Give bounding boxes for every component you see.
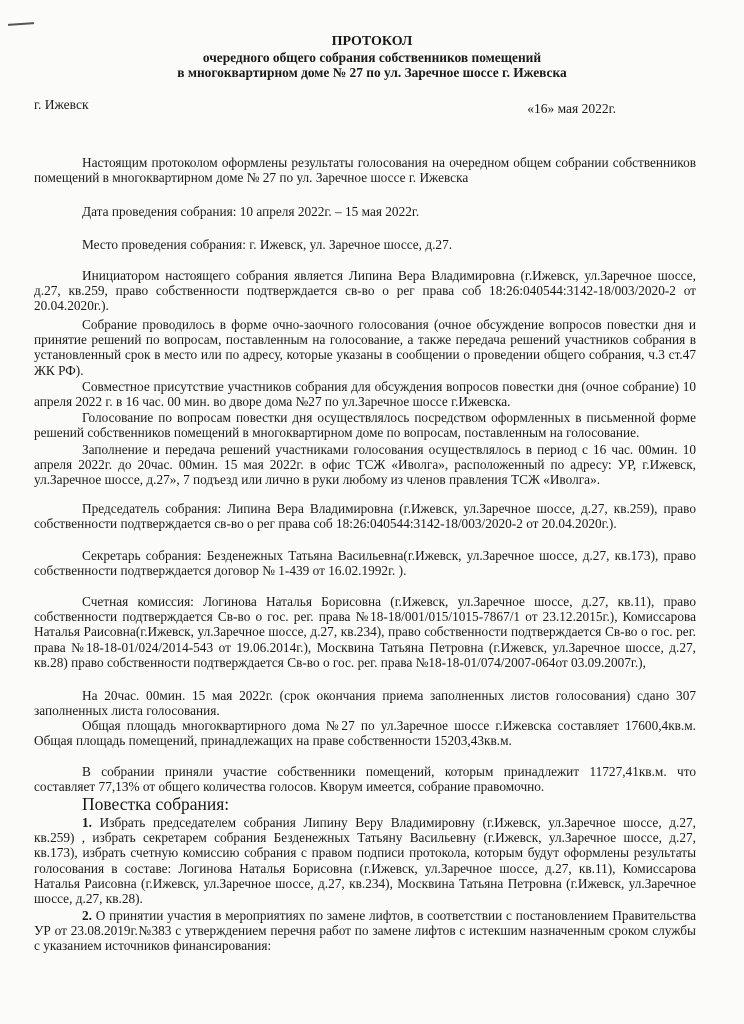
joint-presence-paragraph: Совместное присутствие участников собрания для обсуждения вопросов повестки дня (очное собрание) 10 апреля 2022 г. в 16 час. 00 мин. во дворе дома №27 по ул.Заречное шоссе г.Ижевска. [34, 379, 696, 410]
agenda-item-number: 1. [82, 815, 92, 830]
agenda-item-2 [34, 908, 696, 954]
quorum-paragraph: В собрании приняли участие собственники помещений, которым принадлежит 11727,41кв.м. что составляет 77,13% от общего количества голосов. Кворум имеется, собрание правомочно. [34, 764, 696, 795]
document-subtitle-line-2: в многоквартирном доме № 27 по ул. Заречное шоссе г. Ижевска [177, 65, 567, 80]
agenda-item-text: Избрать председателем собрания Липину Веру Владимировну (г.Ижевск, ул.Заречное шоссе, д.27, кв.259) , избрать секретарем собрания Безденежных Татьяну Васильевну (г.Ижевск, ул.Заречное шоссе, д.27, кв.173), избрать счетную комиссию собрания с правом подписи протокола, которым будут оформлены результаты голосования в составе: Логинова Наталья Борисовна (г.Ижевск, ул.Заречное шоссе, д.27, кв.11), Комиссарова Наталья Раисовна (г.Ижевск, ул.Заречное шоссе, д.27, кв.234), Москвина Татьяна Петровна (г.Ижевск, ул.Заречное шоссе, д.27, кв.28). [34, 815, 696, 907]
meeting-dates: Дата проведения собрания: 10 апреля 2022г. – 15 мая 2022г. [82, 204, 420, 219]
submitted-sheets-paragraph: На 20час. 00мин. 15 мая 2022г. (срок окончания приема заполненных листов голосования) сдано 307 заполненных листа голосования. [34, 688, 696, 719]
city-label: г. Ижевск [34, 97, 89, 112]
counting-commission-paragraph: Счетная комиссия: Логинова Наталья Борисовна (г.Ижевск, ул.Заречное шоссе, д.27, кв.11), право собственности подтверждается Св-во о гос. рег. права №18-18/001/015/1015-7867/1 от 23.12.2015г.), Комиссарова Наталья Раисовна(г.Ижевск, ул.Заречное шоссе, д.27, кв.234), право собственности подтверждается Св-во о гос. рег. права №18-18-01/024/2014-543 от 19.06.2014г.), Москвина Татьяна Петровна (г.Ижевск, ул.Заречное шоссе, д.27, кв.28) право собственности подтверждается Св-во о гос. рег. права №18-18-01/074/2007-064от 03.09.2007г.), [34, 594, 696, 670]
area-paragraph: Общая площадь многоквартирного дома №27 по ул.Заречное шоссе г.Ижевска составляет 17600,4кв.м. Общая площадь помещений, принадлежащих на праве собственности 15203,43кв.м. [34, 718, 696, 749]
intro-paragraph: Настоящим протоколом оформлены результаты голосования на очередном общем собрании собственников помещений в многоквартирном доме № 27 по ул. Заречное шоссе г. Ижевска [34, 155, 696, 186]
document-header [0, 34, 744, 81]
scan-mark [8, 22, 34, 26]
meeting-form-paragraph: Собрание проводилось в форме очно-заочного голосования (очное обсуждение вопросов повестки дня и принятие решений по вопросам, поставленным на голосование, а также передача решений участников собрания в установленный срок в место или по адресу, которые указаны в сообщении о проведении общего собрания, ч.3 ст.47 ЖК РФ). [34, 317, 696, 378]
meeting-place: Место проведения собрания: г. Ижевск, ул. Заречное шоссе, д.27. [82, 237, 453, 252]
agenda-item-number: 2. [82, 908, 92, 923]
agenda-item-text: О принятии участия в мероприятиях по замене лифтов, в соответствии с постановлением Правительства УР от 23.08.2019г.№383 с утверждением перечня работ по замене лифтов с истекшим назначенным сроком службы с указанием источников финансирования: [34, 908, 697, 954]
chairman-paragraph: Председатель собрания: Липина Вера Владимировна (г.Ижевск, ул.Заречное шоссе, д.27, кв.259), право собственности подтверждается св-во о рег права соб 18:26:040544:3142-18/003/2020-2 от 20.04.2020г.). [34, 501, 696, 532]
agenda-item-1 [34, 815, 696, 906]
agenda-title: Повестка собрания: [82, 794, 230, 814]
document-date: «16» мая 2022г. [527, 101, 616, 116]
secretary-paragraph: Секретарь собрания: Безденежных Татьяна Васильевна(г.Ижевск, ул.Заречное шоссе, д.27, кв.173), право собственности подтверждается договор № 1-439 от 16.02.1992г. ). [34, 548, 696, 579]
submission-period-paragraph: Заполнение и передача решений участниками голосования осуществлялось в период с 16 час. 00мин. 10 апреля 2022г. до 20час. 00мин. 15 мая 2022г. в офис ТСЖ «Иволга», расположенный по адресу: УР, г.Ижевск, ул.Заречное шоссе, д.27», 7 подъезд или лично в руки любому из членов правления ТСЖ «Иволга». [34, 442, 696, 488]
document-subtitle-line-1: очередного общего собрания собственников помещений [202, 49, 542, 65]
document-title: ПРОТОКОЛ [331, 34, 413, 49]
voting-method-paragraph: Голосование по вопросам повестки дня осуществлялось посредством оформленных в письменной форме решений собственников помещений в многоквартирном доме по вопросам, поставленным на голосование. [34, 410, 696, 441]
initiator-paragraph: Инициатором настоящего собрания является Липина Вера Владимировна (г.Ижевск, ул.Заречное шоссе, д.27, кв.259, право собственности подтверждается св-во о рег права соб 18:26:040544:3142-18/003/2020-2 от 20.04.2020г.). [34, 268, 696, 314]
